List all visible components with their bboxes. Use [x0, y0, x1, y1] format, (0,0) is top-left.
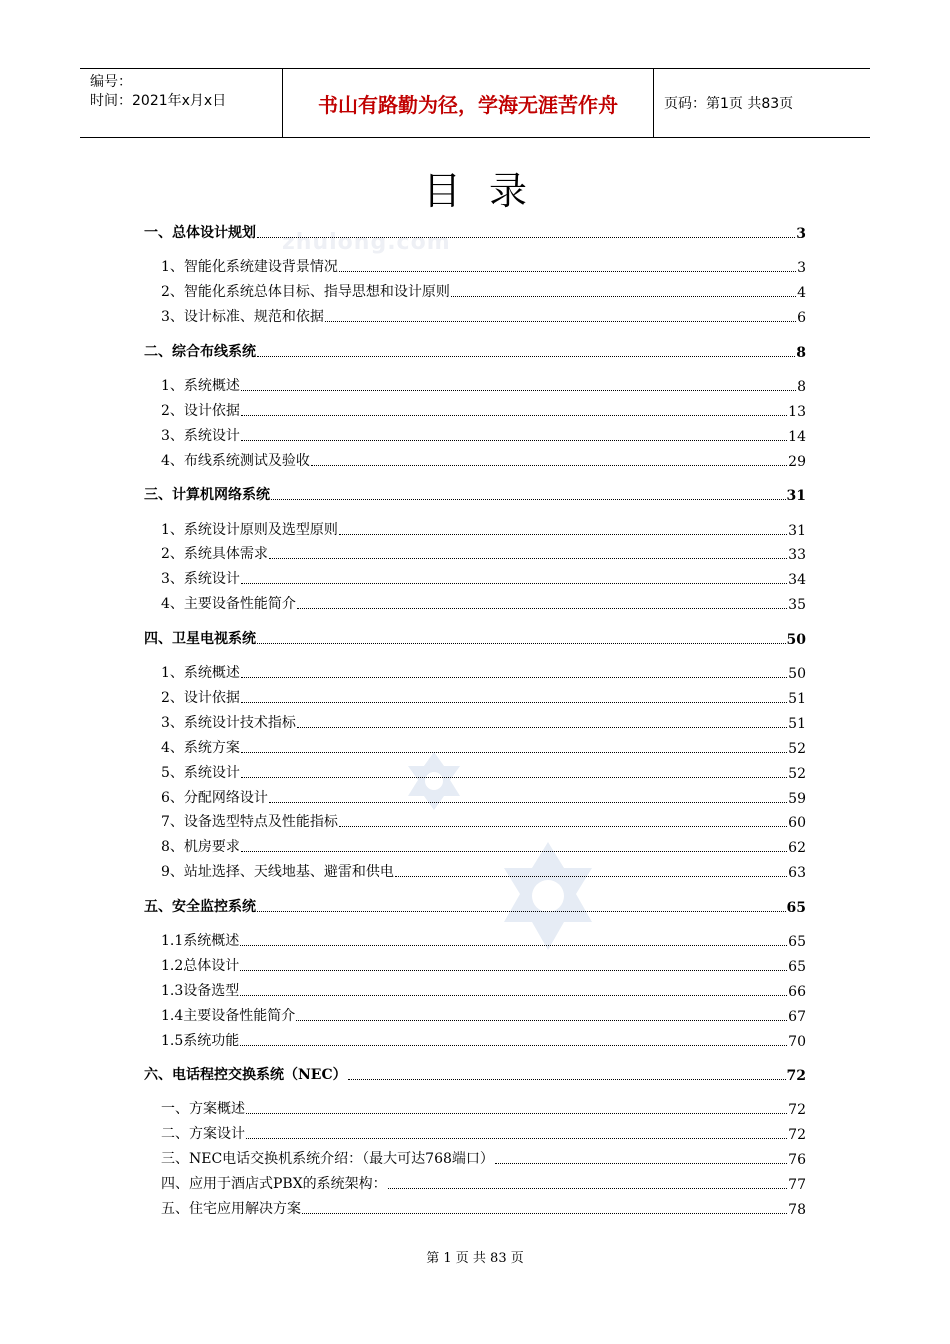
toc-page-number: 13: [788, 403, 806, 420]
toc-label: 1.2总体设计: [161, 957, 240, 974]
toc-leader-dots: [388, 1187, 787, 1189]
toc-leader-dots: [240, 994, 787, 996]
header-page-info: 页码：第1页 共83页: [664, 96, 794, 112]
toc-leader-dots: [269, 557, 787, 559]
toc-leader-dots: [271, 498, 786, 500]
toc-page-number: 8: [797, 379, 806, 395]
page-footer: 第 1 页 共 83 页: [426, 1251, 524, 1266]
toc-label: 一、方案概述: [161, 1101, 245, 1118]
toc-page-number: 31: [788, 522, 806, 539]
header-motto: 书山有路勤为径，学海无涯苦作舟: [282, 69, 654, 137]
toc-label: 4、布线系统测试及验收: [161, 452, 310, 469]
toc-entry-row[interactable]: [144, 306, 806, 326]
page-header: [80, 68, 870, 138]
toc-leader-dots: [246, 1112, 787, 1114]
toc-label: 3、系统设计技术指标: [161, 714, 296, 731]
toc-section-row[interactable]: [144, 628, 806, 648]
toc-page-number: 65: [786, 899, 806, 916]
toc-label: 1.3设备选型: [161, 982, 240, 999]
toc-page-number: 72: [788, 1127, 806, 1144]
toc-label: 1.5系统功能: [161, 1032, 240, 1049]
toc-page-number: 35: [788, 597, 806, 614]
toc-entry-row[interactable]: [144, 811, 806, 831]
toc-entry-row[interactable]: [144, 1198, 806, 1218]
toc-page-number: 67: [788, 1008, 806, 1025]
toc-entry-row[interactable]: [144, 787, 806, 807]
toc-entry-row[interactable]: [144, 712, 806, 732]
toc-page-number: 6: [797, 310, 806, 327]
toc-leader-dots: [241, 701, 787, 703]
toc-leader-dots: [339, 533, 787, 535]
toc-page-number: 72: [786, 1068, 806, 1084]
toc-section-row[interactable]: [144, 896, 806, 916]
toc-label: 1、系统概述: [161, 665, 240, 681]
toc-page-number: 8: [796, 344, 806, 361]
toc-leader-dots: [257, 642, 786, 644]
toc-label: 四、应用于酒店式PBX的系统架构：: [161, 1176, 387, 1193]
toc-page-number: 77: [788, 1177, 806, 1194]
toc-label: 1、智能化系统建设背景情况: [161, 259, 338, 276]
toc-label: 8、机房要求: [161, 839, 240, 856]
toc-leader-dots: [269, 801, 787, 803]
toc-label: 三、计算机网络系统: [144, 487, 270, 504]
toc-entry-row[interactable]: [144, 955, 806, 975]
toc-entry-row[interactable]: [144, 543, 806, 563]
toc-leader-dots: [395, 875, 787, 877]
toc-label: 二、综合布线系统: [144, 343, 256, 360]
toc-label: 2、系统具体需求: [161, 546, 268, 563]
toc-entry-row[interactable]: [144, 1030, 806, 1050]
toc-entry-row[interactable]: [144, 1098, 806, 1118]
toc-label: 1、系统概述: [161, 378, 240, 394]
watermark-text: zhulong.com: [282, 230, 451, 255]
toc-entry-row[interactable]: [144, 375, 806, 395]
toc-label: 三、NEC电话交换机系统介绍：（最大可达768端口）: [161, 1151, 494, 1168]
toc-entry-row[interactable]: [144, 1123, 806, 1143]
toc-leader-dots: [241, 582, 787, 584]
toc-leader-dots: [241, 676, 787, 678]
toc-leader-dots: [241, 389, 796, 391]
toc-page-number: 29: [788, 453, 806, 470]
toc-entry-row[interactable]: [144, 256, 806, 276]
toc-entry-row[interactable]: [144, 425, 806, 445]
toc-page-number: 3: [797, 260, 806, 277]
toc-entry-row[interactable]: [144, 980, 806, 1000]
toc-entry-row[interactable]: [144, 1005, 806, 1025]
toc-label: 二、方案设计: [161, 1126, 245, 1143]
toc-page-number: 50: [786, 631, 806, 648]
toc-section-row[interactable]: [144, 484, 806, 504]
header-left: [80, 69, 282, 137]
toc-page-number: 34: [788, 572, 806, 589]
toc-label: 2、设计依据: [161, 402, 240, 419]
toc-entry-row[interactable]: [144, 861, 806, 881]
toc-page-number: 76: [788, 1152, 806, 1169]
toc-leader-dots: [241, 439, 787, 441]
toc-entry-row[interactable]: [144, 1148, 806, 1168]
toc-leader-dots: [302, 1212, 787, 1214]
toc-leader-dots: [241, 414, 787, 416]
toc-leader-dots: [325, 320, 796, 322]
toc-page-number: 3: [796, 226, 806, 242]
toc-page-number: 60: [788, 815, 806, 832]
toc-section-row[interactable]: [144, 341, 806, 361]
toc-page-number: 4: [797, 285, 806, 302]
toc-label: 五、住宅应用解决方案: [161, 1201, 301, 1217]
toc-section-row[interactable]: [144, 222, 806, 242]
toc-leader-dots: [241, 751, 787, 753]
toc-leader-dots: [240, 969, 787, 971]
toc-page-number: 70: [788, 1033, 806, 1050]
toc-entry-row[interactable]: [144, 1173, 806, 1193]
toc-leader-dots: [339, 825, 787, 827]
toc-leader-dots: [246, 1137, 787, 1139]
toc-label: 五、安全监控系统: [144, 898, 256, 915]
toc-page-number: 65: [788, 958, 806, 975]
toc-label: 1.4主要设备性能简介: [161, 1007, 296, 1024]
toc-page-number: 66: [788, 983, 806, 1000]
toc-leader-dots: [257, 910, 786, 912]
toc-leader-dots: [495, 1162, 787, 1164]
toc-label: 3、系统设计: [161, 571, 240, 588]
toc-page-number: 14: [788, 428, 806, 445]
toc-label: 1.1系统概述: [161, 933, 240, 949]
document-time-label: 时间：2021年x月x日: [90, 93, 227, 109]
toc-page-number: 50: [788, 666, 806, 682]
toc-page-number: 31: [786, 488, 806, 505]
toc-leader-dots: [311, 464, 787, 466]
toc-page-number: 33: [788, 547, 806, 564]
toc-label: 7、设备选型特点及性能指标: [161, 814, 338, 831]
toc-entry-row[interactable]: [144, 687, 806, 707]
toc-section-row[interactable]: [144, 1064, 806, 1084]
toc-leader-dots: [297, 726, 787, 728]
toc-label: 六、电话程控交换系统（NEC）: [144, 1067, 347, 1083]
toc-entry-row[interactable]: [144, 450, 806, 470]
toc-entry-row[interactable]: [144, 281, 806, 301]
toc-leader-dots: [240, 1044, 787, 1046]
toc-leader-dots: [339, 270, 796, 272]
toc-leader-dots: [241, 850, 787, 852]
toc-page-number: 59: [788, 790, 806, 807]
toc-page-number: 78: [788, 1202, 806, 1218]
toc-leader-dots: [257, 236, 795, 238]
toc-leader-dots: [296, 1019, 787, 1021]
toc-entry-row[interactable]: [144, 737, 806, 757]
toc-page-number: 65: [788, 934, 806, 950]
toc-label: 4、主要设备性能简介: [161, 596, 296, 613]
toc-page-number: 63: [788, 865, 806, 882]
toc-leader-dots: [348, 1078, 786, 1080]
toc-label: 5、系统设计: [161, 764, 240, 781]
toc-label: 3、设计标准、规范和依据: [161, 309, 324, 326]
toc-label: 6、分配网络设计: [161, 789, 268, 806]
toc-leader-dots: [451, 295, 796, 297]
toc-label: 四、卫星电视系统: [144, 630, 256, 647]
toc-label: 一、总体设计规划: [144, 225, 256, 241]
toc-entry-row[interactable]: [144, 662, 806, 682]
toc-page-number: 52: [788, 740, 806, 757]
toc-label: 2、智能化系统总体目标、指导思想和设计原则: [161, 284, 450, 301]
toc-label: 2、设计依据: [161, 689, 240, 706]
toc-page-number: 62: [788, 840, 806, 857]
toc-leader-dots: [241, 776, 787, 778]
toc-page-number: 51: [788, 690, 806, 707]
toc-leader-dots: [240, 944, 787, 946]
toc-label: 9、站址选择、天线地基、避雷和供电: [161, 864, 394, 881]
toc-entry-row[interactable]: [144, 593, 806, 613]
toc-page-number: 51: [788, 715, 806, 732]
toc-leader-dots: [257, 355, 795, 357]
toc-entry-row[interactable]: [144, 568, 806, 588]
document-number-label: 编号：: [90, 74, 132, 90]
toc-page-number: 52: [788, 765, 806, 782]
toc-label: 3、系统设计: [161, 427, 240, 444]
toc-label: 4、系统方案: [161, 739, 240, 756]
toc-entry-row[interactable]: [144, 930, 806, 950]
toc-entry-row[interactable]: [144, 762, 806, 782]
toc-entry-row[interactable]: [144, 519, 806, 539]
toc-entry-row[interactable]: [144, 400, 806, 420]
toc-entry-row[interactable]: [144, 836, 806, 856]
page-title: 目录: [422, 169, 555, 213]
toc-label: 1、系统设计原则及选型原则: [161, 521, 338, 538]
toc-leader-dots: [297, 607, 787, 609]
toc-page-number: 72: [788, 1102, 806, 1119]
